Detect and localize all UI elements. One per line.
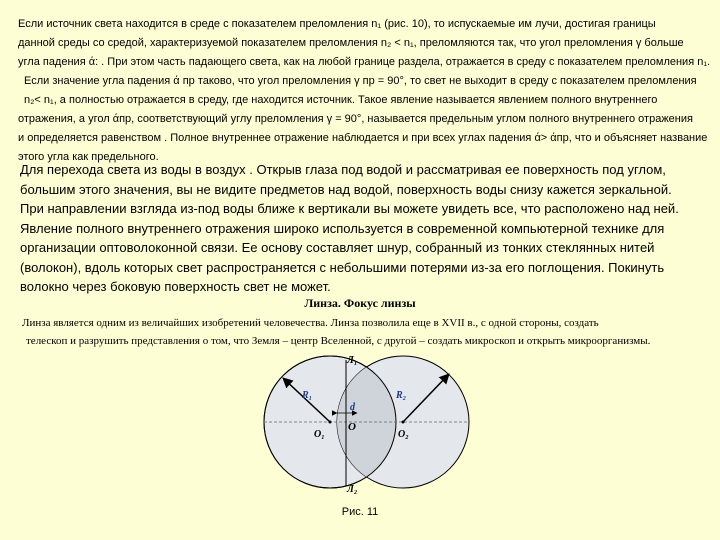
text-line: Если источник света находится в среде с показателем преломления n₁ (рис. 10), то испускаемые им лучи, достигая границы — [18, 18, 656, 30]
center-point-1 — [329, 421, 332, 424]
text-line: отражения, а угол άпр, соответствующий углу преломления γ = 90°, называется предельным углом полного внутреннего отражения — [18, 113, 693, 125]
label-R2: R₂ — [396, 390, 407, 401]
label-O: O — [348, 421, 356, 433]
text-line: угла падения ά: . При этом часть падающего света, как на любой границе раздела, отражается в среду с показателем преломления n₁. — [18, 56, 711, 68]
text-line: Явление полного внутреннего отражения широко используется в современной компьютерной технике для — [20, 220, 665, 236]
lens-diagram — [250, 346, 480, 506]
figure-caption: Рис. 11 — [341, 506, 379, 518]
label-d: d — [350, 402, 355, 413]
label-L1: Л₁ — [347, 355, 358, 366]
label-O2: O₂ — [398, 429, 409, 440]
label-L2: Л₂ — [347, 484, 358, 495]
text-line: Если значение угла падения ά пр таково, что угол преломления γ пр = 90°, то свет не выходит в среду с показателем преломления — [24, 75, 697, 87]
paragraph-lens — [22, 314, 712, 350]
paragraph-water-air-fiber — [20, 160, 710, 297]
text-line: Для перехода света из воды в воздух . Открыв глаза под водой и рассматривая ее поверхность под углом, — [20, 162, 666, 177]
text-line: и определяется равенством . Полное внутреннее отражение наблюдается и при всех углах падения ά> άпр, что и объясняет название — [18, 132, 708, 144]
text-line: этого угла как предельного. — [18, 151, 159, 163]
paragraph-total-internal-reflection — [18, 15, 711, 167]
text-line: большим этого значения, вы не видите предметов над водой, поверхность воды снизу кажется зеркальной. — [20, 181, 672, 197]
text-line: волокно через боковую поверхность свет не может. — [20, 279, 331, 294]
text-line: При направлении взгляда из-под воды ближе к вертикали вы можете увидеть все, что расположено над ней. — [20, 201, 679, 216]
text-line: организации оптоволоконной связи. Ее основу составляет шнур, собранный из тонких стеклянных нитей — [20, 240, 655, 255]
section-heading: Линза. Фокус линзы — [304, 296, 416, 310]
text-line: данной среды со средой, характеризуемой показателем преломления n₂ < n₁, преломляются так, что угол преломления γ больше — [18, 37, 684, 49]
text-line: (волокон), вдоль которых свет распространяется с небольшими потерями из-за его поглощения. Покинуть — [20, 259, 665, 275]
center-point-2 — [402, 421, 405, 424]
text-line: телескоп и разрушить представления о том, что Земля – центр Вселенной, с другой – создать микроскоп и открыть микроорганизмы. — [26, 335, 651, 347]
text-line: Линза является одним из величайших изобретений человечества. Линза позволила еще в XVII в., с одной стороны, создать — [22, 317, 599, 329]
label-R1: R₁ — [302, 390, 313, 401]
label-O1: O₁ — [314, 429, 325, 440]
text-line: n₂< n₁, а полностью отражается в среду, где находится источник. Такое явление называется явлением полного внутреннего — [24, 94, 658, 106]
